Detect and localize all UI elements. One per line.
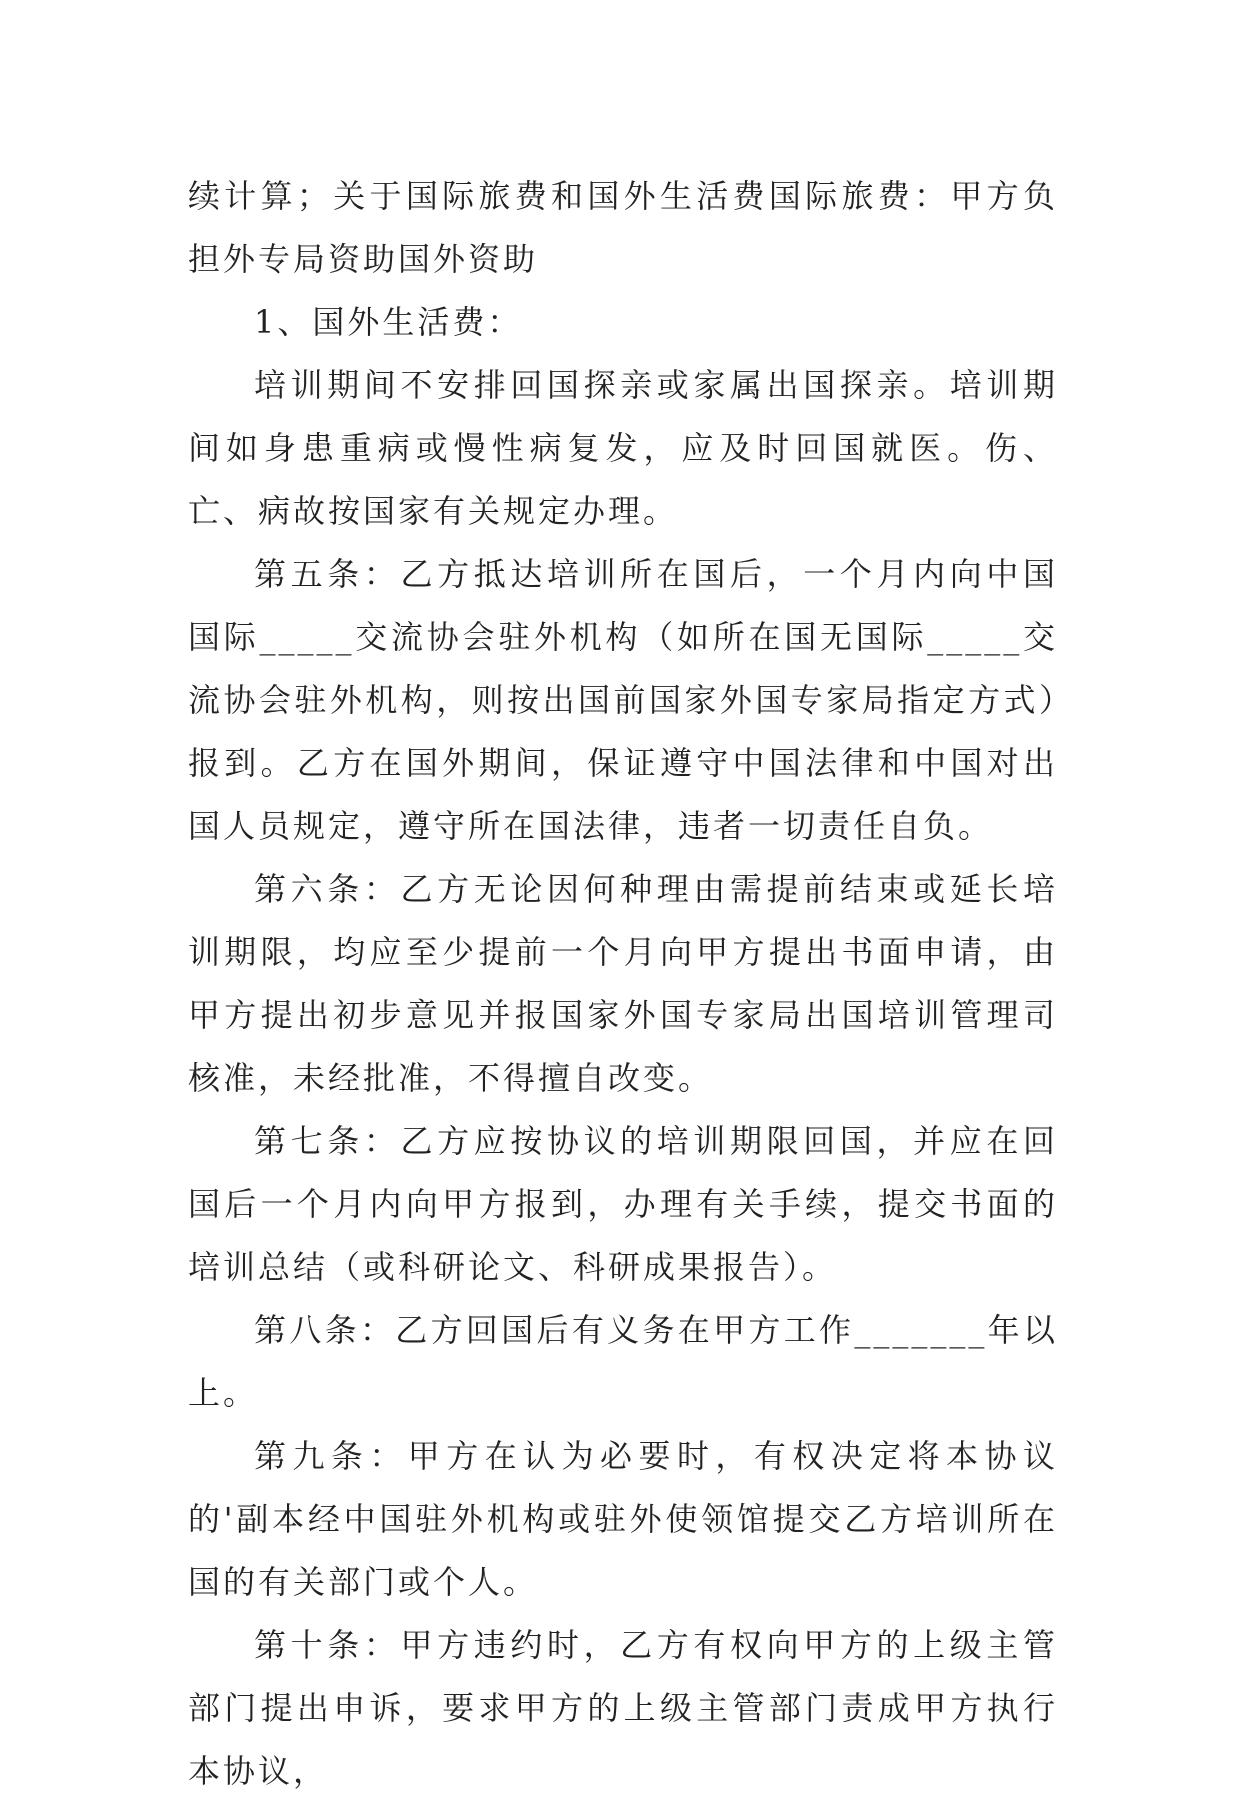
paragraph-article-5: 第五条：乙方抵达培训所在国后，一个月内向中国国际_____交流协会驻外机构（如所在国无国际_____交流协会驻外机构，则按出国前国家外国专家局指定方式）报到。乙方在国外期间，保证遵守中国法律和中国对出国人员规定，遵守所在国法律，违者一切责任自负。	[188, 555, 1058, 845]
paragraph-article-9: 第九条：甲方在认为必要时，有权决定将本协议的'副本经中国驻外机构或驻外使领馆提交乙方培训所在国的有关部门或个人。	[188, 1437, 1058, 1601]
document-body	[188, 165, 1058, 1803]
paragraph-training-leave: 培训期间不安排回国探亲或家属出国探亲。培训期间如身患重病或慢性病复发，应及时回国就医。伤、亡、病故按国家有关规定办理。	[188, 366, 1058, 530]
paragraph-article-6: 第六条：乙方无论因何种理由需提前结束或延长培训期限，均应至少提前一个月向甲方提出书面申请，由甲方提出初步意见并报国家外国专家局出国培训管理司核准，未经批准，不得擅自改变。	[188, 870, 1058, 1097]
paragraph-living-expenses-heading: 1、国外生活费：	[254, 303, 523, 341]
paragraph-article-7: 第七条：乙方应按协议的培训期限回国，并应在回国后一个月内向甲方报到，办理有关手续，提交书面的培训总结（或科研论文、科研成果报告）。	[188, 1122, 1058, 1286]
paragraph-article-10: 第十条：甲方违约时，乙方有权向甲方的上级主管部门提出申诉，要求甲方的上级主管部门责成甲方执行本协议，	[188, 1626, 1058, 1790]
paragraph-continuation: 续计算；关于国际旅费和国外生活费国际旅费：甲方负担外专局资助国外资助	[188, 177, 1058, 278]
paragraph-article-8: 第八条：乙方回国后有义务在甲方工作_______年以上。	[188, 1311, 1058, 1412]
